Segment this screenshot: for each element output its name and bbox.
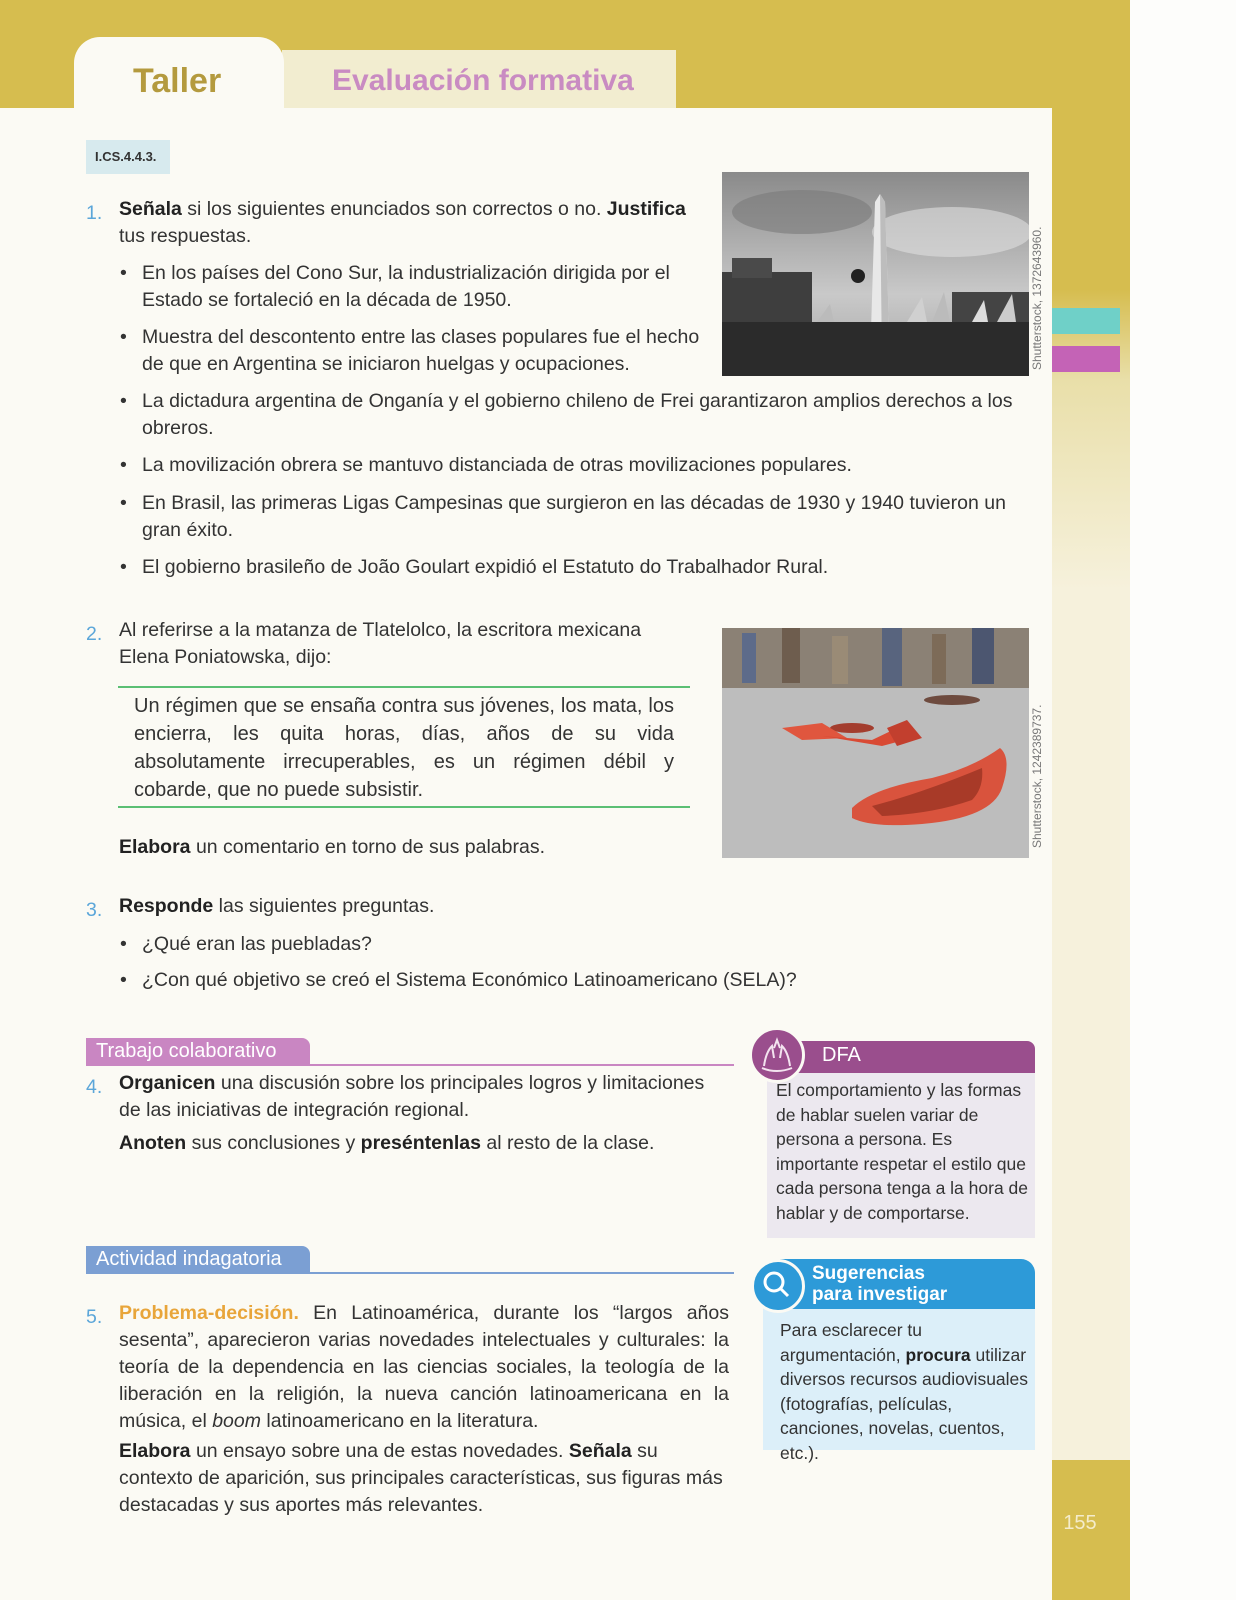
trabajo-colaborativo-rule	[300, 1064, 734, 1066]
q1-bullet-6: • El gobierno brasileño de João Goulart expidió el Estatuto do Trabalhador Rural.	[142, 554, 1027, 581]
q1-bullet-3: • La dictadura argentina de Onganía y el gobierno chileno de Frei garantizaron amplios derechos a los obreros.	[142, 388, 1027, 442]
poniatowska-quote: Un régimen que se ensaña contra sus jóvenes, los mata, los encierra, les quita horas, días, años de su vida absolutamente irrecuperables, es un régimen débil y cobarde, que no puede subsistir.	[134, 695, 674, 801]
q1-number: 1.	[86, 202, 103, 224]
quote-bottom-rule	[118, 806, 690, 808]
trabajo-colaborativo-tab: Trabajo colaborativo	[86, 1038, 310, 1066]
tab-taller-label: Taller	[133, 62, 222, 100]
q1-bullet-5: • En Brasil, las primeras Ligas Campesinas que surgieron en las décadas de 1930 y 1940 tuvieron un gran éxito.	[142, 490, 1027, 544]
q2-intro: Al referirse a la matanza de Tlatelolco, la escritora mexicana Elena Poniatowska, dijo:	[119, 619, 642, 668]
quote-top-rule	[118, 686, 690, 688]
tab-evaluacion-label: Evaluación formativa	[332, 64, 634, 97]
q2-task: Elabora un comentario en torno de sus palabras.	[119, 836, 545, 858]
photo2-credit: Shutterstock, 1242389737.	[1030, 704, 1044, 848]
sugerencias-title: Sugerencias para investigar	[780, 1259, 1035, 1309]
photo-red-shoes	[722, 628, 1029, 858]
q1-bullet-1: • En los países del Cono Sur, la industrialización dirigida por el Estado se fortaleció en la década de 1950.	[142, 260, 702, 314]
q2-number: 2.	[86, 623, 103, 645]
photo1-credit: Shutterstock, 1372643960.	[1030, 226, 1044, 370]
dfa-title: DFA	[796, 1041, 1035, 1073]
q5-paragraph-1: Problema-decisión. En Latinoamérica, durante los “largos años sesenta”, aparecieron varias novedades intelectuales y culturales: la teoría de la dependencia en las ciencias sociales, la teología de la liberación en la religión, la nueva canción latinoamericana en la música, el boom latinoamericano en la literatura.	[119, 1302, 729, 1432]
actividad-indagatoria-tab: Actividad indagatoria	[86, 1246, 310, 1274]
q1-bullet-4: • La movilización obrera se mantuvo distanciada de otras movilizaciones populares.	[142, 452, 1027, 479]
q1-intro: Señala si los siguientes enunciados son correctos o no. Justifica tus respuestas.	[119, 198, 686, 247]
q3-bullet-1: • ¿Qué eran las puebladas?	[142, 931, 842, 958]
dfa-text: El comportamiento y las formas de hablar suelen variar de persona a persona. Es importante respetar el estilo que cada persona tenga a la hora de hablar y de comportarse.	[776, 1080, 1028, 1223]
q5-paragraph-2: Elabora un ensayo sobre una de estas novedades. Señala su contexto de aparición, sus principales características, sus figuras más destacadas y sus aportes más relevantes.	[119, 1440, 723, 1516]
q4-number: 4.	[86, 1076, 103, 1098]
q3-bullet-2: • ¿Con qué objetivo se creó el Sistema Económico Latinoamericano (SELA)?	[142, 967, 842, 994]
q1-bullet-2: • Muestra del descontento entre las clases populares fue el hecho de que en Argentina se iniciaron huelgas y ocupaciones.	[142, 324, 702, 378]
q4-text-1: Organicen una discusión sobre los principales logros y limitaciones de las iniciativas de integración regional.	[119, 1072, 705, 1121]
q5-number: 5.	[86, 1306, 103, 1328]
q3-number: 3.	[86, 899, 103, 921]
photo-obelisk-protest	[722, 172, 1029, 376]
q4-text-2: Anoten sus conclusiones y preséntenlas al resto de la clase.	[119, 1132, 655, 1154]
hands-icon	[749, 1027, 805, 1083]
q3-intro: Responde las siguientes preguntas.	[119, 895, 435, 917]
magnifier-icon	[751, 1259, 805, 1313]
curriculum-code: I.CS.4.4.3.	[86, 140, 170, 174]
page-number: 155	[1063, 1512, 1097, 1534]
sugerencias-text: Para esclarecer tu argumentación, procura utilizar diversos recursos audiovisuales (fotografías, películas, canciones, novelas, cuentos, etc.).	[780, 1320, 1029, 1463]
page-edge	[1130, 0, 1236, 1600]
actividad-indagatoria-rule	[300, 1272, 734, 1274]
